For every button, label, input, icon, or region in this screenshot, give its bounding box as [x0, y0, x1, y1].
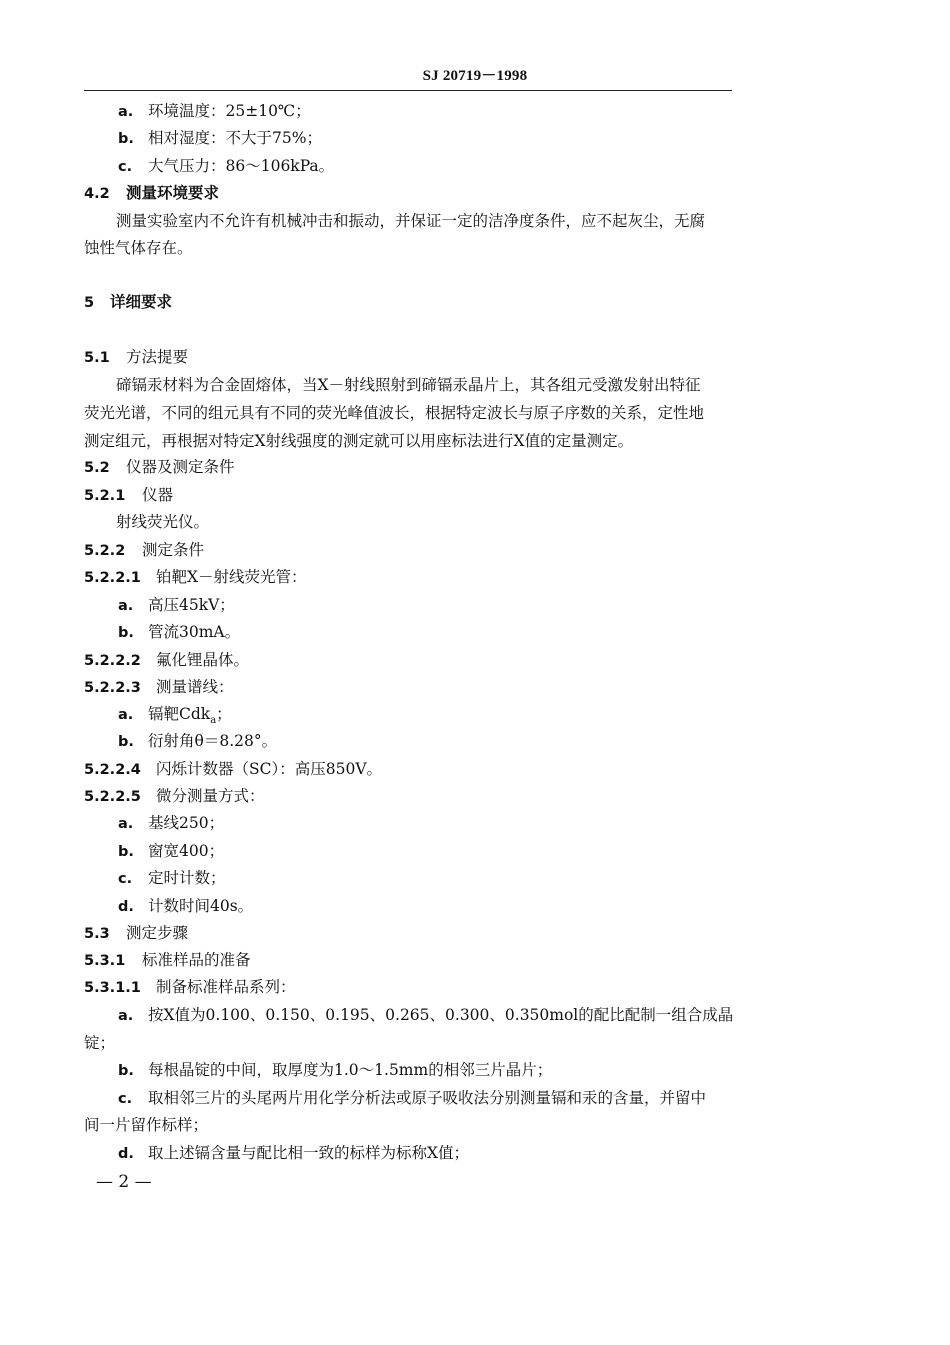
list-item — [118, 1060, 552, 1081]
list-item — [118, 813, 224, 834]
section-number: 5.2.2.5 — [84, 789, 141, 805]
item-text: 计数时间40s。 — [148, 897, 254, 915]
section-title: 仪器及测定条件 — [126, 458, 235, 476]
list-item — [118, 731, 277, 752]
item-label: a. — [118, 598, 134, 614]
section-title: 方法提要 — [126, 348, 189, 366]
section-number: 5.2.2.1 — [84, 570, 141, 586]
list-item — [118, 896, 253, 917]
standard-header: SJ 20719－1998 — [422, 68, 528, 84]
paragraph-line: 荧光光谱，不同的组元具有不同的荧光峰值波长，根据特定波长与原子序数的关系，定性地 — [84, 404, 705, 422]
section-title: 测定条件 — [142, 541, 205, 559]
section-number: 5.2.2 — [84, 543, 126, 559]
section-title: 闪烁计数器（SC）：高压850V。 — [156, 760, 383, 778]
section-5-3-1-1-heading — [84, 977, 296, 998]
section-number: 5.2.1 — [84, 488, 126, 504]
item-label: d. — [118, 1146, 134, 1162]
section-title: 铂靶X－射线荧光管： — [156, 568, 307, 586]
item-label: d. — [118, 899, 134, 915]
item-text: 取相邻三片的头尾两片用化学分析法或原子吸收法分别测量镉和汞的含量，并留中 — [148, 1089, 707, 1107]
section-title: 测量谱线： — [156, 678, 234, 696]
list-item — [118, 704, 232, 731]
section-title: 制备标准样品系列： — [156, 978, 296, 996]
list-item — [118, 1005, 733, 1026]
item-label: c. — [118, 871, 133, 887]
paragraph-line: 蚀性气体存在。 — [84, 239, 193, 257]
item-label: b. — [118, 1063, 134, 1079]
section-number: 5.2.2.3 — [84, 680, 141, 696]
item-label: a. — [118, 1008, 134, 1024]
section-number: 5.3.1 — [84, 953, 126, 969]
section-5-2-2-3-heading — [84, 677, 234, 698]
item-text: 镉靶Cdk — [148, 705, 211, 723]
item-label: b. — [118, 734, 134, 750]
list-item — [118, 868, 226, 889]
header-rule — [84, 90, 732, 91]
list-item — [118, 622, 240, 643]
env-item-c — [118, 156, 334, 177]
section-5-2-1-heading — [84, 485, 173, 506]
paragraph-line: 测量实验室内不允许有机械冲击和振动，并保证一定的洁净度条件，应不起灰尘，无腐 — [116, 212, 706, 230]
paragraph-line: 间一片留作标样； — [84, 1116, 209, 1134]
item-text-end: ； — [216, 705, 232, 723]
env-item-a — [118, 101, 311, 122]
item-label: b. — [118, 625, 134, 641]
section-number: 5.2 — [84, 460, 110, 476]
section-4-2-heading — [84, 183, 219, 204]
item-label: a. — [118, 707, 134, 723]
subscript: a — [210, 715, 217, 727]
section-number: 4.2 — [84, 186, 110, 202]
item-label: c. — [118, 159, 133, 175]
item-text: 衍射角θ＝8.28°。 — [148, 732, 278, 750]
item-text: 相对湿度：不大于75%； — [148, 129, 322, 147]
item-text: 基线250； — [148, 814, 225, 832]
env-item-b — [118, 128, 322, 149]
section-title: 详细要求 — [110, 292, 173, 311]
section-number: 5.2.2.2 — [84, 653, 141, 669]
item-text: 环境温度：25±10℃； — [148, 102, 311, 120]
section-number: 5.3 — [84, 926, 110, 942]
item-text: 管流30mA。 — [148, 623, 241, 641]
section-5-2-2-2-heading — [84, 650, 249, 671]
section-5-2-2-1-heading — [84, 567, 307, 588]
item-text: 窗宽400； — [148, 842, 225, 860]
item-text: 取上述镉含量与配比相一致的标样为标称X值； — [148, 1144, 470, 1162]
section-number: 5.3.1.1 — [84, 980, 141, 996]
item-text: 大气压力：86～106kPa。 — [148, 157, 335, 175]
item-text: 每根晶锭的中间，取厚度为1.0～1.5mm的相邻三片晶片； — [148, 1061, 553, 1079]
page-number: — 2 — — [96, 1172, 152, 1192]
paragraph-line: 碲镉汞材料为合金固熔体，当X－射线照射到碲镉汞晶片上，其各组元受激发射出特征 — [116, 376, 701, 394]
list-item — [118, 841, 224, 862]
section-5-2-2-5-heading — [84, 786, 265, 807]
list-item — [118, 595, 235, 616]
section-5-heading — [84, 292, 172, 313]
list-item — [118, 1088, 706, 1109]
section-5-1-heading — [84, 347, 188, 368]
section-number: 5.2.2.4 — [84, 762, 141, 778]
item-text: 高压45kV； — [148, 596, 235, 614]
section-number: 5 — [84, 295, 95, 311]
item-text: 按X值为0.100、0.150、0.195、0.265、0.300、0.350mol的配比配制一组合成晶 — [148, 1006, 734, 1024]
section-5-2-2-4-heading — [84, 759, 382, 780]
item-label: a. — [118, 104, 134, 120]
paragraph-line: 锭； — [84, 1034, 116, 1052]
item-label: b. — [118, 131, 134, 147]
item-label: c. — [118, 1091, 133, 1107]
item-label: b. — [118, 844, 134, 860]
item-text: 定时计数； — [148, 869, 226, 887]
section-5-3-1-heading — [84, 950, 251, 971]
section-5-3-heading — [84, 923, 188, 944]
section-title: 仪器 — [142, 486, 174, 504]
section-title: 测定步骤 — [126, 924, 189, 942]
section-title: 标准样品的准备 — [142, 951, 251, 969]
section-title: 微分测量方式： — [156, 787, 265, 805]
section-number: 5.1 — [84, 350, 110, 366]
list-item — [118, 1143, 469, 1164]
section-5-2-2-heading — [84, 540, 204, 561]
section-title: 氟化锂晶体。 — [156, 651, 250, 669]
section-title: 测量环境要求 — [126, 183, 220, 202]
paragraph-line: 射线荧光仪。 — [116, 513, 210, 531]
paragraph-line: 测定组元，再根据对特定X射线强度的测定就可以用座标法进行X值的定量测定。 — [84, 432, 634, 450]
section-5-2-heading — [84, 457, 235, 478]
item-label: a. — [118, 816, 134, 832]
